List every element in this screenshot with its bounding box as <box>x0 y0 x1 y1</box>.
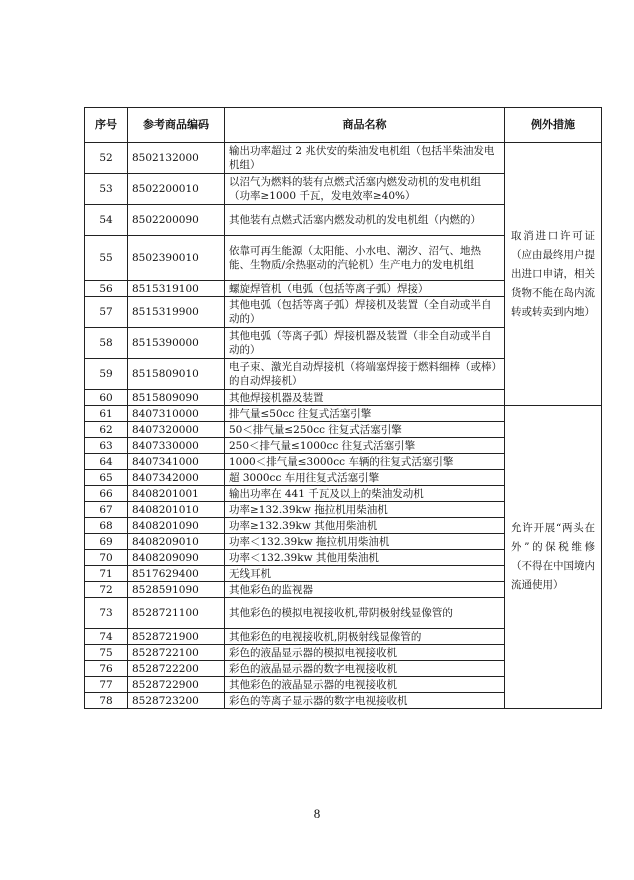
goods-code-cell: 8407342000 <box>128 470 225 486</box>
goods-name-cell: 输出功率超过 2 兆伏安的柴油发电机组（包括半柴油发电机组） <box>225 143 505 174</box>
goods-name-cell: 其他电弧（包括等离子弧）焊接机及装置（全自动或半自动的） <box>225 297 505 328</box>
serial-no-cell: 65 <box>85 470 128 486</box>
goods-code-cell: 8407341000 <box>128 454 225 470</box>
serial-no-cell: 73 <box>85 598 128 629</box>
serial-no-cell: 57 <box>85 297 128 328</box>
goods-name-cell: 彩色的液晶显示器的数字电视接收机 <box>225 661 505 677</box>
goods-code-cell: 8408201001 <box>128 486 225 502</box>
goods-code-cell: 8528722200 <box>128 661 225 677</box>
goods-name-cell: 其他电弧（等离子弧）焊接机器及装置（非全自动或半自动的） <box>225 328 505 359</box>
serial-no-cell: 72 <box>85 582 128 598</box>
goods-name-cell: 电子束、激光自动焊接机（将端塞焊接于燃料细棒（或棒）的自动焊接机） <box>225 359 505 390</box>
serial-no-cell: 68 <box>85 518 128 534</box>
goods-name-cell: 输出功率在 441 千瓦及以上的柴油发动机 <box>225 486 505 502</box>
goods-name-cell: 其他焊接机器及装置 <box>225 390 505 406</box>
goods-code-cell: 8408201010 <box>128 502 225 518</box>
goods-name-cell: 其他彩色的监视器 <box>225 582 505 598</box>
goods-code-cell: 8502390010 <box>128 236 225 281</box>
goods-name-cell: 其他彩色的液晶显示器的电视接收机 <box>225 677 505 693</box>
table-header-row <box>85 108 602 143</box>
serial-no-cell: 59 <box>85 359 128 390</box>
goods-name-cell: 以沼气为燃料的装有点燃式活塞内燃发动机的发电机组（功率≥1000 千瓦，发电效率≥40%） <box>225 174 505 205</box>
goods-code-cell: 8528721900 <box>128 629 225 645</box>
goods-code-cell: 8502132000 <box>128 143 225 174</box>
goods-code-cell: 8517629400 <box>128 566 225 582</box>
goods-code-cell: 8515390000 <box>128 328 225 359</box>
goods-name-cell: 依靠可再生能源（太阳能、小水电、潮汐、沼气、地热能、生物质/余热驱动的汽轮机）生产电力的发电机组 <box>225 236 505 281</box>
goods-code-cell: 8502200010 <box>128 174 225 205</box>
goods-code-cell: 8528721100 <box>128 598 225 629</box>
serial-no-cell: 67 <box>85 502 128 518</box>
serial-no-cell: 55 <box>85 236 128 281</box>
goods-code-cell: 8515809090 <box>128 390 225 406</box>
header-goods-name: 商品名称 <box>225 108 505 143</box>
goods-name-cell: 排气量≤50cc 往复式活塞引擎 <box>225 406 505 422</box>
goods-code-cell: 8515809010 <box>128 359 225 390</box>
serial-no-cell: 61 <box>85 406 128 422</box>
goods-code-cell: 8408201090 <box>128 518 225 534</box>
serial-no-cell: 77 <box>85 677 128 693</box>
goods-code-cell: 8528723200 <box>128 693 225 709</box>
goods-code-cell: 8408209010 <box>128 534 225 550</box>
goods-name-cell: 彩色的等离子显示器的数字电视接收机 <box>225 693 505 709</box>
goods-name-cell: 其他装有点燃式活塞内燃发动机的发电机组（内燃的） <box>225 205 505 236</box>
goods-name-cell: 彩色的液晶显示器的模拟电视接收机 <box>225 645 505 661</box>
serial-no-cell: 71 <box>85 566 128 582</box>
goods-name-cell: 1000＜排气量≤3000cc 车辆的往复式活塞引擎 <box>225 454 505 470</box>
serial-no-cell: 69 <box>85 534 128 550</box>
goods-name-cell: 250＜排气量≤1000cc 往复式活塞引擎 <box>225 438 505 454</box>
header-goods-code: 参考商品编码 <box>128 108 225 143</box>
goods-name-cell: 其他彩色的模拟电视接收机,带阴极射线显像管的 <box>225 598 505 629</box>
serial-no-cell: 75 <box>85 645 128 661</box>
serial-no-cell: 54 <box>85 205 128 236</box>
goods-name-cell: 功率≥132.39kw 拖拉机用柴油机 <box>225 502 505 518</box>
goods-code-cell: 8408209090 <box>128 550 225 566</box>
serial-no-cell: 60 <box>85 390 128 406</box>
goods-code-cell: 8502200090 <box>128 205 225 236</box>
table-row <box>85 143 602 174</box>
serial-no-cell: 66 <box>85 486 128 502</box>
exception-measure-cell: 允许开展“两头在外”的保税维修（不得在中国境内流通使用） <box>505 406 602 709</box>
goods-code-cell: 8407320000 <box>128 422 225 438</box>
goods-code-cell: 8528722100 <box>128 645 225 661</box>
serial-no-cell: 52 <box>85 143 128 174</box>
exception-measure-cell: 取消进口许可证（应由最终用户提出进口申请，相关货物不能在岛内流转或转卖到内地） <box>505 143 602 406</box>
goods-table <box>84 107 602 709</box>
header-serial-no: 序号 <box>85 108 128 143</box>
serial-no-cell: 58 <box>85 328 128 359</box>
serial-no-cell: 74 <box>85 629 128 645</box>
goods-code-cell: 8515319900 <box>128 297 225 328</box>
serial-no-cell: 76 <box>85 661 128 677</box>
header-exception-measure: 例外措施 <box>505 108 602 143</box>
goods-name-cell: 50＜排气量≤250cc 往复式活塞引擎 <box>225 422 505 438</box>
goods-code-cell: 8528591090 <box>128 582 225 598</box>
serial-no-cell: 70 <box>85 550 128 566</box>
goods-code-cell: 8528722900 <box>128 677 225 693</box>
goods-name-cell: 无线耳机 <box>225 566 505 582</box>
table-row <box>85 406 602 422</box>
goods-code-cell: 8407330000 <box>128 438 225 454</box>
serial-no-cell: 78 <box>85 693 128 709</box>
serial-no-cell: 56 <box>85 281 128 297</box>
serial-no-cell: 63 <box>85 438 128 454</box>
goods-name-cell: 螺旋焊管机（电弧（包括等离子弧）焊接） <box>225 281 505 297</box>
goods-name-cell: 功率＜132.39kw 拖拉机用柴油机 <box>225 534 505 550</box>
goods-name-cell: 功率≥132.39kw 其他用柴油机 <box>225 518 505 534</box>
serial-no-cell: 62 <box>85 422 128 438</box>
goods-code-cell: 8407310000 <box>128 406 225 422</box>
page-number: 8 <box>313 806 321 821</box>
goods-code-cell: 8515319100 <box>128 281 225 297</box>
serial-no-cell: 64 <box>85 454 128 470</box>
goods-name-cell: 超 3000cc 车用往复式活塞引擎 <box>225 470 505 486</box>
goods-name-cell: 其他彩色的电视接收机,阴极射线显像管的 <box>225 629 505 645</box>
goods-name-cell: 功率＜132.39kw 其他用柴油机 <box>225 550 505 566</box>
serial-no-cell: 53 <box>85 174 128 205</box>
